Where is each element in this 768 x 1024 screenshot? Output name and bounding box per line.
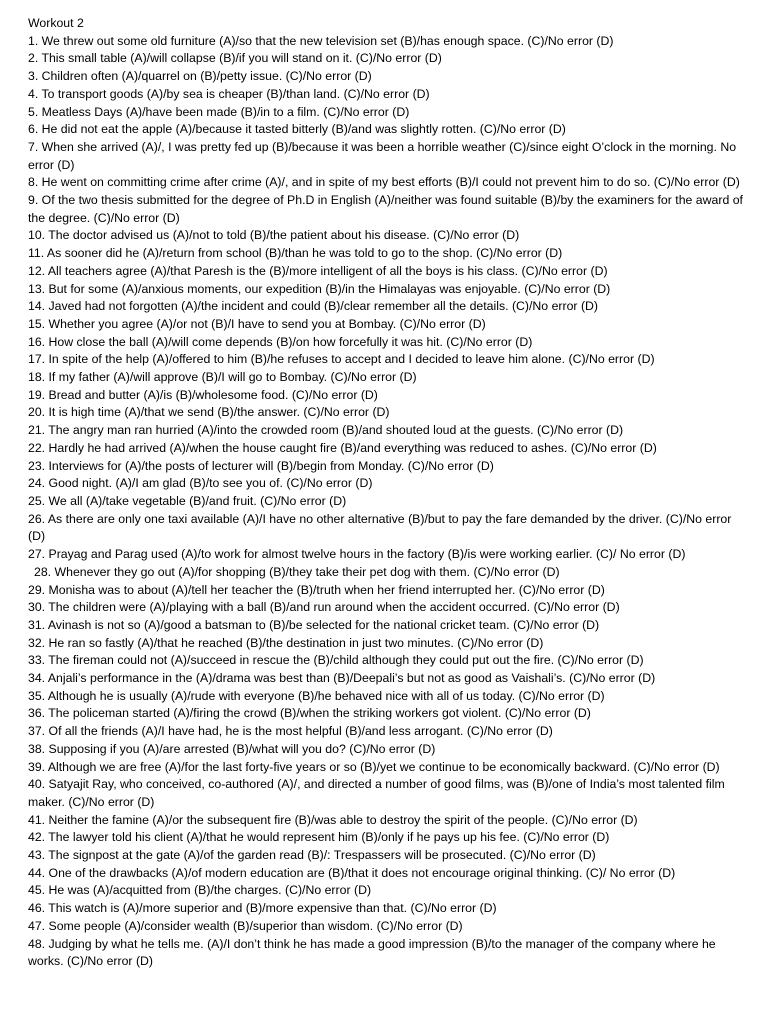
question-item: 26. As there are only one taxi available (A)/I have no other alternative (B)/but to pay the fare demanded by the driver. (C)/No error (D) xyxy=(28,511,732,544)
question-item: 15. Whether you agree (A)/or not (B)/I have to send you at Bombay. (C)/No error (D) xyxy=(28,316,486,331)
question-item: 18. If my father (A)/will approve (B)/I will go to Bombay. (C)/No error (D) xyxy=(28,370,417,385)
question-item: 39. Although we are free (A)/for the last forty-five years or so (B)/yet we continue to be economically backward. (C)/No error (D) xyxy=(28,759,720,774)
question-item: 41. Neither the famine (A)/or the subsequent fire (B)/was able to destroy the spirit of the people. (C)/No error (D) xyxy=(28,812,638,827)
question-item: 44. One of the drawbacks (A)/of modern education are (B)/that it does not encourage original thinking. (C)/ No error (D) xyxy=(28,865,676,880)
question-item: 13. But for some (A)/anxious moments, our expedition (B)/in the Himalayas was enjoyable. (C)/No error (D) xyxy=(28,281,611,296)
question-item: 35. Although he is usually (A)/rude with everyone (B)/he behaved nice with all of us today. (C)/No error (D) xyxy=(28,688,605,703)
question-item: 21. The angry man ran hurried (A)/into the crowded room (B)/and shouted loud at the guests. (C)/No error (D) xyxy=(28,423,624,438)
question-item: 5. Meatless Days (A)/have been made (B)/in to a film. (C)/No error (D) xyxy=(28,104,410,119)
question-item: 9. Of the two thesis submitted for the degree of Ph.D in English (A)/neither was found suitable (B)/by the examiners for the award of the degree. (C)/No error (D) xyxy=(28,193,743,225)
question-item: 27. Prayag and Parag used (A)/to work for almost twelve hours in the factory (B)/is were working earlier. (C)/ No error (D) xyxy=(28,547,686,562)
question-item: 23. Interviews for (A)/the posts of lecturer will (B)/begin from Monday. (C)/No error (D) xyxy=(28,458,494,473)
question-item: 45. He was (A)/acquitted from (B)/the charges. (C)/No error (D) xyxy=(28,883,372,898)
question-item: 7. When she arrived (A)/, I was pretty fed up (B)/because it was been a horrible weather (C)/since eight O’clock in the morning. No error (D) xyxy=(28,139,737,172)
question-item: 42. The lawyer told his client (A)/that he would represent him (B)/only if he pays up his fee. (C)/No error (D) xyxy=(28,830,610,845)
question-item: 48. Judging by what he tells me. (A)/I don’t think he has made a good impression (B)/to the manager of the company where he works. (C)/No error (D) xyxy=(28,936,716,969)
question-item: 3. Children often (A)/quarrel on (B)/petty issue. (C)/No error (D) xyxy=(28,69,372,84)
question-item: 16. How close the ball (A)/will come depends (B)/on how forcefully it was hit. (C)/No error (D) xyxy=(28,334,533,349)
question-item: 20. It is high time (A)/that we send (B)/the answer. (C)/No error (D) xyxy=(28,405,390,420)
question-item: 43. The signpost at the gate (A)/of the garden read (B)/: Trespassers will be prosecuted. (C)/No error (D) xyxy=(28,848,596,863)
question-item: 34. Anjali’s performance in the (A)/drama was best than (B)/Deepali’s but not as good as Vaishali’s. (C)/No error (D) xyxy=(28,671,656,686)
question-item: 25. We all (A)/take vegetable (B)/and fruit. (C)/No error (D) xyxy=(28,493,347,508)
question-item: 36. The policeman started (A)/firing the crowd (B)/when the striking workers got violent. (C)/No error (D) xyxy=(28,706,591,721)
question-item: 12. All teachers agree (A)/that Paresh is the (B)/more intelligent of all the boys is his class. (C)/No error (D) xyxy=(28,263,608,278)
question-item: 19. Bread and butter (A)/is (B)/wholesome food. (C)/No error (D) xyxy=(28,387,378,402)
question-item: 14. Javed had not forgotten (A)/the incident and could (B)/clear remember all the details. (C)/No error (D) xyxy=(28,299,599,314)
question-item: 10. The doctor advised us (A)/not to told (B)/the patient about his disease. (C)/No error (D) xyxy=(28,228,520,243)
question-item: 1. We threw out some old furniture (A)/so that the new television set (B)/has enough space. (C)/No error (D) xyxy=(28,33,614,48)
question-item: 33. The fireman could not (A)/succeed in rescue the (B)/child although they could put out the fire. (C)/No error (D) xyxy=(28,653,644,668)
question-item: 32. He ran so fastly (A)/that he reached (B)/the destination in just two minutes. (C)/No error (D) xyxy=(28,635,544,650)
worksheet xyxy=(28,15,748,971)
question-item: 47. Some people (A)/consider wealth (B)/superior than wisdom. (C)/No error (D) xyxy=(28,918,463,933)
question-item: 4. To transport goods (A)/by sea is cheaper (B)/than land. (C)/No error (D) xyxy=(28,86,430,101)
question-item: 17. In spite of the help (A)/offered to him (B)/he refuses to accept and I decided to leave him alone. (C)/No error (D) xyxy=(28,352,655,367)
question-item: 6. He did not eat the apple (A)/because it tasted bitterly (B)/and was slightly rotten. (C)/No error (D) xyxy=(28,122,566,137)
question-item: 30. The children were (A)/playing with a ball (B)/and run around when the accident occurred. (C)/No error (D) xyxy=(28,600,620,615)
question-item: 46. This watch is (A)/more superior and (B)/more expensive than that. (C)/No error (D) xyxy=(28,901,497,916)
question-item: 8. He went on committing crime after crime (A)/, and in spite of my best efforts (B)/I could not prevent him to do so. (C)/No error (D) xyxy=(28,175,740,190)
question-item: 11. As sooner did he (A)/return from school (B)/than he was told to go to the shop. (C)/No error (D) xyxy=(28,246,563,261)
question-item: 37. Of all the friends (A)/I have had, he is the most helpful (B)/and less arrogant. (C)/No error (D) xyxy=(28,724,553,739)
question-item: 22. Hardly he had arrived (A)/when the house caught fire (B)/and everything was reduced to ashes. (C)/No error (D) xyxy=(28,440,657,455)
question-item: 29. Monisha was to about (A)/tell her teacher the (B)/truth when her friend interrupted her. (C)/No error (D) xyxy=(28,582,605,597)
question-item: 31. Avinash is not so (A)/good a batsman to (B)/be selected for the national cricket team. (C)/No error (D) xyxy=(28,617,600,632)
question-item: 24. Good night. (A)/I am glad (B)/to see you of. (C)/No error (D) xyxy=(28,476,373,491)
question-item: 40. Satyajit Ray, who conceived, co-authored (A)/, and directed a number of good films, was (B)/one of India’s most talented film maker. (C)/No error (D) xyxy=(28,777,725,809)
question-item: 28. Whenever they go out (A)/for shopping (B)/they take their pet dog with them. (C)/No error (D) xyxy=(34,564,560,579)
question-list xyxy=(28,33,748,971)
question-item: 2. This small table (A)/will collapse (B)/if you will stand on it. (C)/No error (D) xyxy=(28,51,442,66)
worksheet-title: Workout 2 xyxy=(28,16,84,30)
question-item: 38. Supposing if you (A)/are arrested (B)/what will you do? (C)/No error (D) xyxy=(28,741,436,756)
